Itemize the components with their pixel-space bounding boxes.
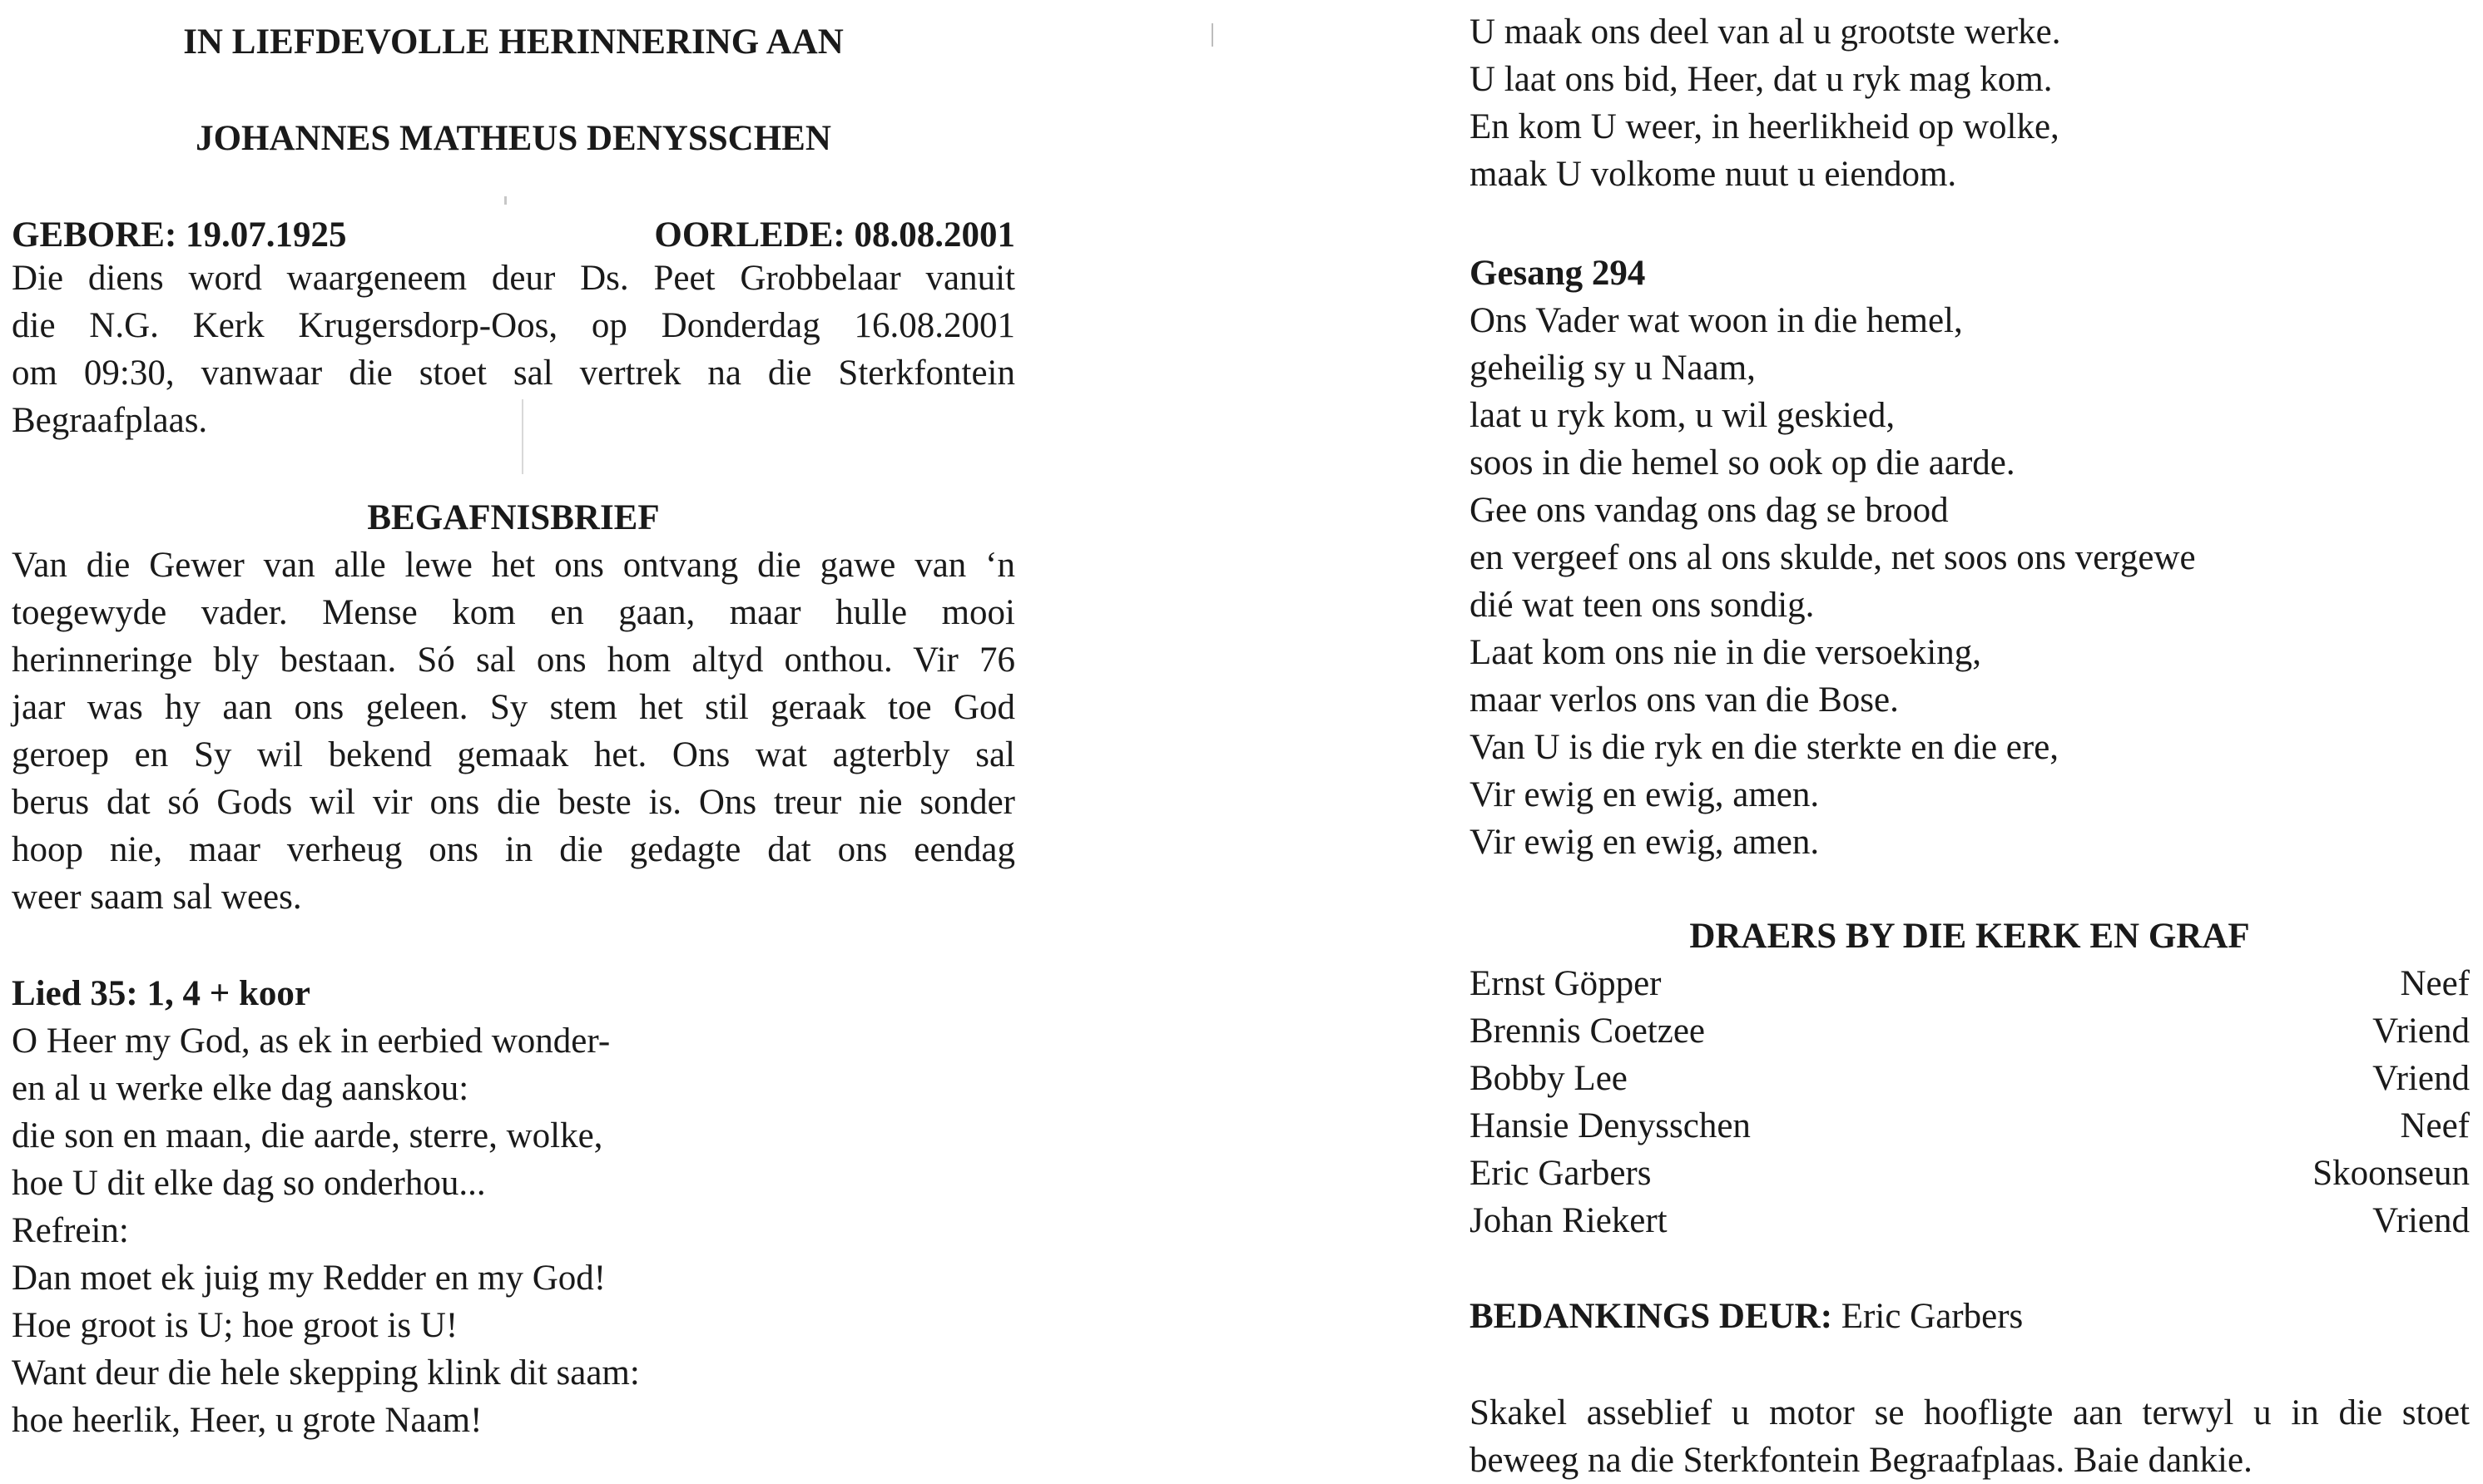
hymn-line: hoe U dit elke dag so onderhou... [12, 1164, 486, 1203]
closing-line: beweeg na die Sterkfontein Begraafplaas. Baie dankie. [1469, 1441, 2253, 1480]
letter-line: weer saam sal wees. [12, 878, 302, 917]
bearer-name: Johan Riekert [1469, 1201, 1668, 1240]
service-paragraph [12, 255, 1015, 444]
hymn-title: Lied 35: 1, 4 + koor [12, 974, 310, 1013]
thanks-name: Eric Garbers [1832, 1297, 2024, 1336]
bearer-relation: Neef [2400, 1106, 2470, 1145]
bearer-relation: Vriend [2372, 1059, 2470, 1098]
service-line: Begraafplaas. [12, 401, 208, 440]
gesang-line: soos in die hemel so ook op die aarde. [1469, 443, 2015, 482]
bearer-name: Bobby Lee [1469, 1059, 1628, 1098]
bearer-relation: Vriend [2372, 1201, 2470, 1240]
hymn-line: Refrein: [12, 1211, 129, 1250]
verse-line: U maak ons deel van al u grootste werke. [1469, 12, 2061, 52]
closing-line: Skakel asseblief u motor se hoofligte aan terwyl u in die stoet [1469, 1393, 2470, 1432]
gesang-line: geheilig sy u Naam, [1469, 349, 1756, 388]
letter-line: jaar was hy aan ons geleen. Sy stem het stil geraak toe God [12, 688, 1015, 727]
hymn-line: Want deur die hele skepping klink dit saam: [12, 1353, 640, 1392]
gesang-lyrics [1469, 297, 2470, 866]
bearer-relation: Skoonseun [2312, 1154, 2470, 1193]
deceased-name: JOHANNES MATHEUS DENYSSCHEN [196, 119, 831, 158]
hymn-line: hoe heerlik, Heer, u grote Naam! [12, 1401, 483, 1440]
letter-line: herinneringe bly bestaan. Só sal ons hom altyd onthou. Vir 76 [12, 641, 1015, 680]
letter-line: Van die Gewer van alle lewe het ons ontvang die gawe van ‘n [12, 546, 1015, 585]
birth-date: GEBORE: 19.07.1925 [12, 215, 347, 255]
gesang-line: Vir ewig en ewig, amen. [1469, 823, 1820, 862]
hymn-line: die son en maan, die aarde, sterre, wolke, [12, 1116, 603, 1155]
bearer-row [1469, 1150, 2470, 1197]
bearer-name: Brennis Coetzee [1469, 1012, 1705, 1051]
gesang-line: Van U is die ryk en die sterkte en die ere, [1469, 728, 2059, 767]
letter-title: BEGAFNISBRIEF [367, 498, 660, 537]
letter-line: geroep en Sy wil bekend gemaak het. Ons wat agterbly sal [12, 735, 1015, 774]
bearer-row [1469, 1007, 2470, 1055]
bearers-title: DRAERS BY DIE KERK EN GRAF [1689, 917, 2250, 956]
verse-line: maak U volkome nuut u eiendom. [1469, 155, 1957, 194]
letter-paragraph [12, 542, 1015, 921]
verse-line: U laat ons bid, Heer, dat u ryk mag kom. [1469, 60, 2053, 99]
bearer-row [1469, 960, 2470, 1007]
letter-line: hoop nie, maar verheug ons in die gedagte dat ons eendag [12, 830, 1015, 869]
bearers-list [1469, 960, 2470, 1244]
scan-streak [522, 399, 523, 474]
hymn-continuation [1469, 8, 2470, 198]
bearer-name: Eric Garbers [1469, 1154, 1652, 1193]
gesang-line: Gee ons vandag ons dag se brood [1469, 491, 1949, 530]
hymn-line: en al u werke elke dag aanskou: [12, 1069, 469, 1108]
thanks-label: BEDANKINGS DEUR: [1469, 1297, 1833, 1336]
gesang-line: Ons Vader wat woon in die hemel, [1469, 301, 1963, 340]
bearer-name: Hansie Denysschen [1469, 1106, 1751, 1145]
bearer-relation: Vriend [2372, 1012, 2470, 1051]
service-line: om 09:30, vanwaar die stoet sal vertrek na die Sterkfontein [12, 354, 1015, 393]
service-line: die N.G. Kerk Krugersdorp-Oos, op Donderdag 16.08.2001 [12, 306, 1015, 345]
memorial-heading: IN LIEFDEVOLLE HERINNERING AAN [183, 22, 844, 62]
gesang-line: dié wat teen ons sondig. [1469, 586, 1815, 625]
letter-line: toegewyde vader. Mense kom en gaan, maar hulle mooi [12, 593, 1015, 632]
bearer-name: Ernst Göpper [1469, 964, 1662, 1003]
gesang-line: Vir ewig en ewig, amen. [1469, 775, 1820, 814]
thanks-row [1469, 1293, 2470, 1340]
hymn-line: Dan moet ek juig my Redder en my God! [12, 1259, 607, 1298]
service-line: Die diens word waargeneem deur Ds. Peet Grobbelaar vanuit [12, 259, 1015, 298]
gesang-line: Laat kom ons nie in die versoeking, [1469, 633, 1981, 672]
bearer-row [1469, 1055, 2470, 1102]
bearer-row [1469, 1102, 2470, 1150]
hymn-line: Hoe groot is U; hoe groot is U! [12, 1306, 458, 1345]
scan-speck [504, 196, 507, 205]
dates-row [12, 211, 1015, 259]
gesang-line: laat u ryk kom, u wil geskied, [1469, 396, 1896, 435]
letter-line: berus dat só Gods wil vir ons die beste is. Ons treur nie sonder [12, 783, 1015, 822]
closing-paragraph [1469, 1389, 2470, 1484]
gesang-title: Gesang 294 [1469, 254, 1646, 293]
fold-mark [1212, 23, 1213, 47]
gesang-line: en vergeef ons al ons skulde, net soos ons vergewe [1469, 538, 2196, 577]
hymn-lyrics [12, 1017, 1015, 1444]
verse-line: En kom U weer, in heerlikheid op wolke, [1469, 107, 2059, 146]
death-date: OORLEDE: 08.08.2001 [654, 215, 1015, 255]
hymn-line: O Heer my God, as ek in eerbied wonder- [12, 1021, 611, 1061]
bearer-row [1469, 1197, 2470, 1244]
gesang-line: maar verlos ons van die Bose. [1469, 680, 1899, 720]
bearer-relation: Neef [2400, 964, 2470, 1003]
